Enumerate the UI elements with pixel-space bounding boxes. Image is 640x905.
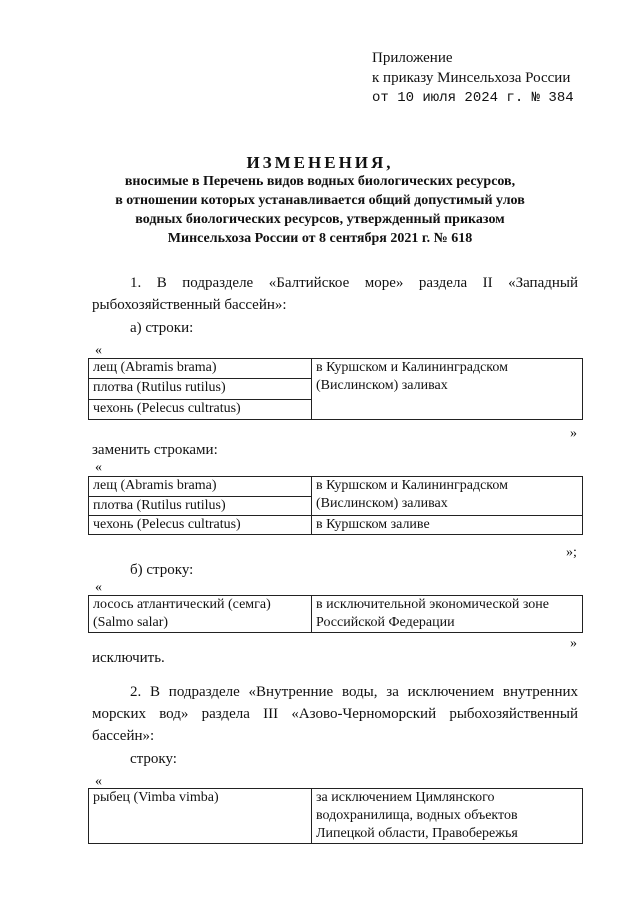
item-2-text: 2. В подразделе «Внутренние воды, за исключением внутренних морских вод» раздела III «Азово-Черноморский рыбохозяйственный бассейн»: xyxy=(92,684,578,744)
table-row xyxy=(89,516,583,535)
table-row xyxy=(89,789,583,844)
table-rows-original xyxy=(88,358,583,420)
quote-close-1: » xyxy=(570,426,577,441)
species-cell: рыбец (Vimba vimba) xyxy=(89,789,312,844)
area-cell: в исключительной экономической зоне Российской Федерации xyxy=(312,596,583,633)
exclude-text: исключить. xyxy=(92,650,165,666)
quote-open-2: « xyxy=(95,460,102,475)
quote-open-3: « xyxy=(95,580,102,595)
quote-open-1: « xyxy=(95,343,102,358)
appendix-block xyxy=(372,48,574,108)
quote-close-semicolon: »; xyxy=(566,545,577,560)
area-cell: за исключением Цимлянского водохранилища, водных объектов Липецкой области, Правобережья xyxy=(312,789,583,844)
document-title: ИЗМЕНЕНИЯ, xyxy=(246,153,394,172)
area-cell: в Куршском заливе xyxy=(312,516,583,535)
species-cell: лещ (Abramis brama) xyxy=(89,359,312,379)
table-row xyxy=(89,477,583,497)
area-cell: в Куршском и Калининградском (Вислинском) заливах xyxy=(312,359,583,420)
species-cell: чехонь (Pelecus cultratus) xyxy=(89,399,312,419)
species-cell: плотва (Rutilus rutilus) xyxy=(89,379,312,399)
subtitle-line-3: водных биологических ресурсов, утвержденный приказом xyxy=(135,212,505,227)
table-row-salmon xyxy=(88,595,583,633)
item-2-sub: строку: xyxy=(130,751,177,767)
quote-close-3: » xyxy=(570,636,577,651)
subtitle-line-4: Минсельхоза России от 8 сентября 2021 г. № 618 xyxy=(167,231,473,246)
species-cell: плотва (Rutilus rutilus) xyxy=(89,496,312,516)
appendix-line-1: Приложение xyxy=(372,50,453,66)
appendix-line-3: от 10 июля 2024 г. № 384 xyxy=(372,90,574,106)
subtitle-line-2: в отношении которых устанавливается общий допустимый улов xyxy=(115,193,525,208)
replace-text: заменить строками: xyxy=(92,442,218,458)
species-cell: чехонь (Pelecus cultratus) xyxy=(89,516,312,535)
appendix-line-2: к приказу Минсельхоза России xyxy=(372,70,571,86)
item-1-sub-b: б) строку: xyxy=(130,562,194,578)
species-cell: лосось атлантический (семга) (Salmo salar) xyxy=(89,596,312,633)
area-cell: в Куршском и Калининградском (Вислинском) заливах xyxy=(312,477,583,516)
table-row xyxy=(89,359,583,379)
subtitle-line-1: вносимые в Перечень видов водных биологических ресурсов, xyxy=(124,174,516,189)
quote-open-4: « xyxy=(95,774,102,789)
item-1-text: 1. В подразделе «Балтийское море» раздела II «Западный рыбохозяйственный бассейн»: xyxy=(92,275,578,313)
document-subtitle xyxy=(0,172,640,248)
table-row xyxy=(89,596,583,633)
table-rows-replacement xyxy=(88,476,583,535)
table-row-vimba xyxy=(88,788,583,844)
item-1-sub-a: а) строки: xyxy=(130,320,194,336)
species-cell: лещ (Abramis brama) xyxy=(89,477,312,497)
